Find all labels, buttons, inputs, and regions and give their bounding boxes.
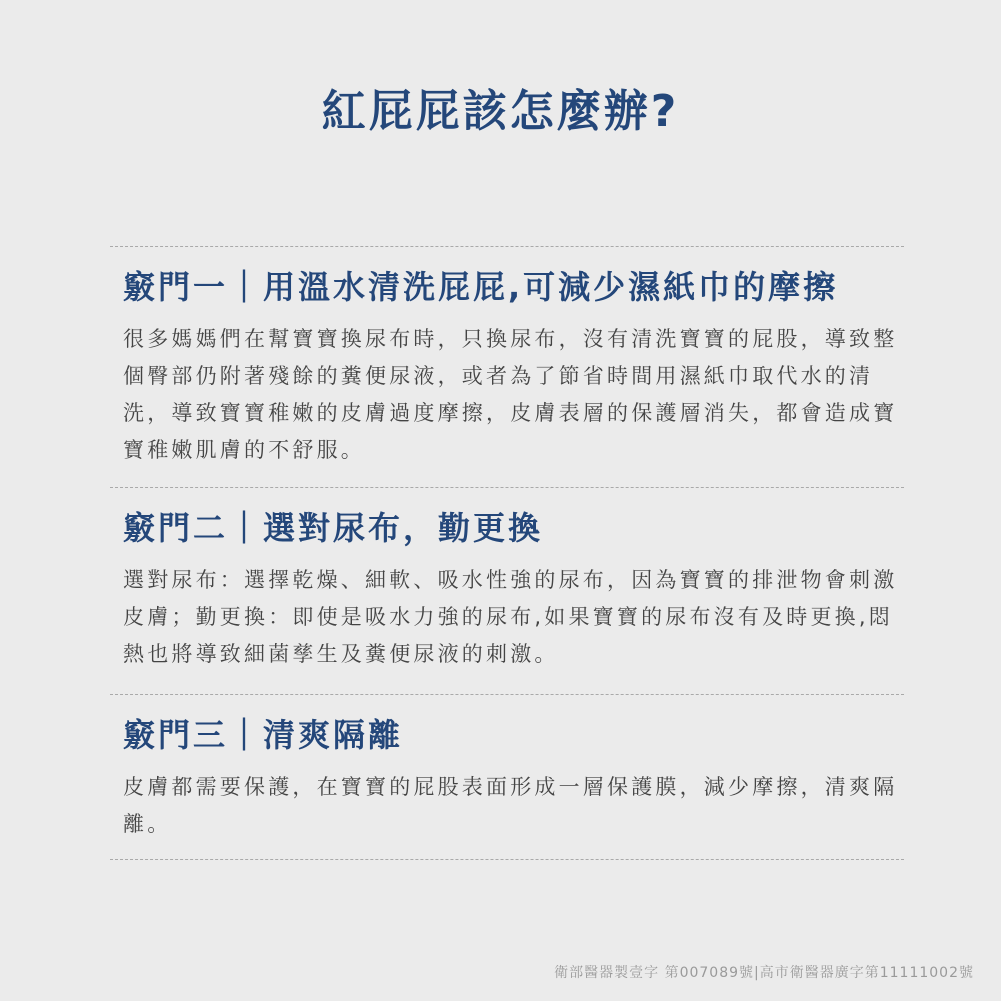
tip-heading: 竅門一｜用溫水清洗屁屁,可減少濕紙巾的摩擦 [123,268,839,306]
tip-body: 很多媽媽們在幫寶寶換尿布時，只換尿布，沒有清洗寶寶的屁股，導致整個臀部仍附著殘餘的糞便尿液，或者為了節省時間用濕紙巾取代水的清洗，導致寶寶稚嫩的皮膚過度摩擦，皮膚表層的保護層消失，都會造成寶寶稚嫩肌膚的不舒服。 [123,327,898,462]
section-divider [110,487,904,488]
tip-body: 選對尿布：選擇乾燥、細軟、吸水性強的尿布，因為寶寶的排泄物會刺激皮膚；勤更換：即使是吸水力強的尿布,如果寶寶的尿布沒有及時更換,悶熱也將導致細菌孳生及糞便尿液的刺激。 [123,568,898,666]
section-divider [110,859,904,860]
tip-heading: 竅門二｜選對尿布，勤更換 [123,509,544,547]
license-footer: 衛部醫器製壹字 第007089號|高市衛醫器廣字第11111002號 [554,965,974,981]
tip-section-3 [123,713,898,843]
section-divider [110,694,904,695]
section-divider [110,246,904,247]
tip-heading: 竅門三｜清爽隔離 [123,716,404,754]
tip-section-1 [123,265,898,469]
tip-body: 皮膚都需要保護，在寶寶的屁股表面形成一層保護膜，減少摩擦，清爽隔離。 [123,775,898,836]
tip-section-2 [123,506,898,673]
page-title: 紅屁屁該怎麼辦? [321,86,680,137]
